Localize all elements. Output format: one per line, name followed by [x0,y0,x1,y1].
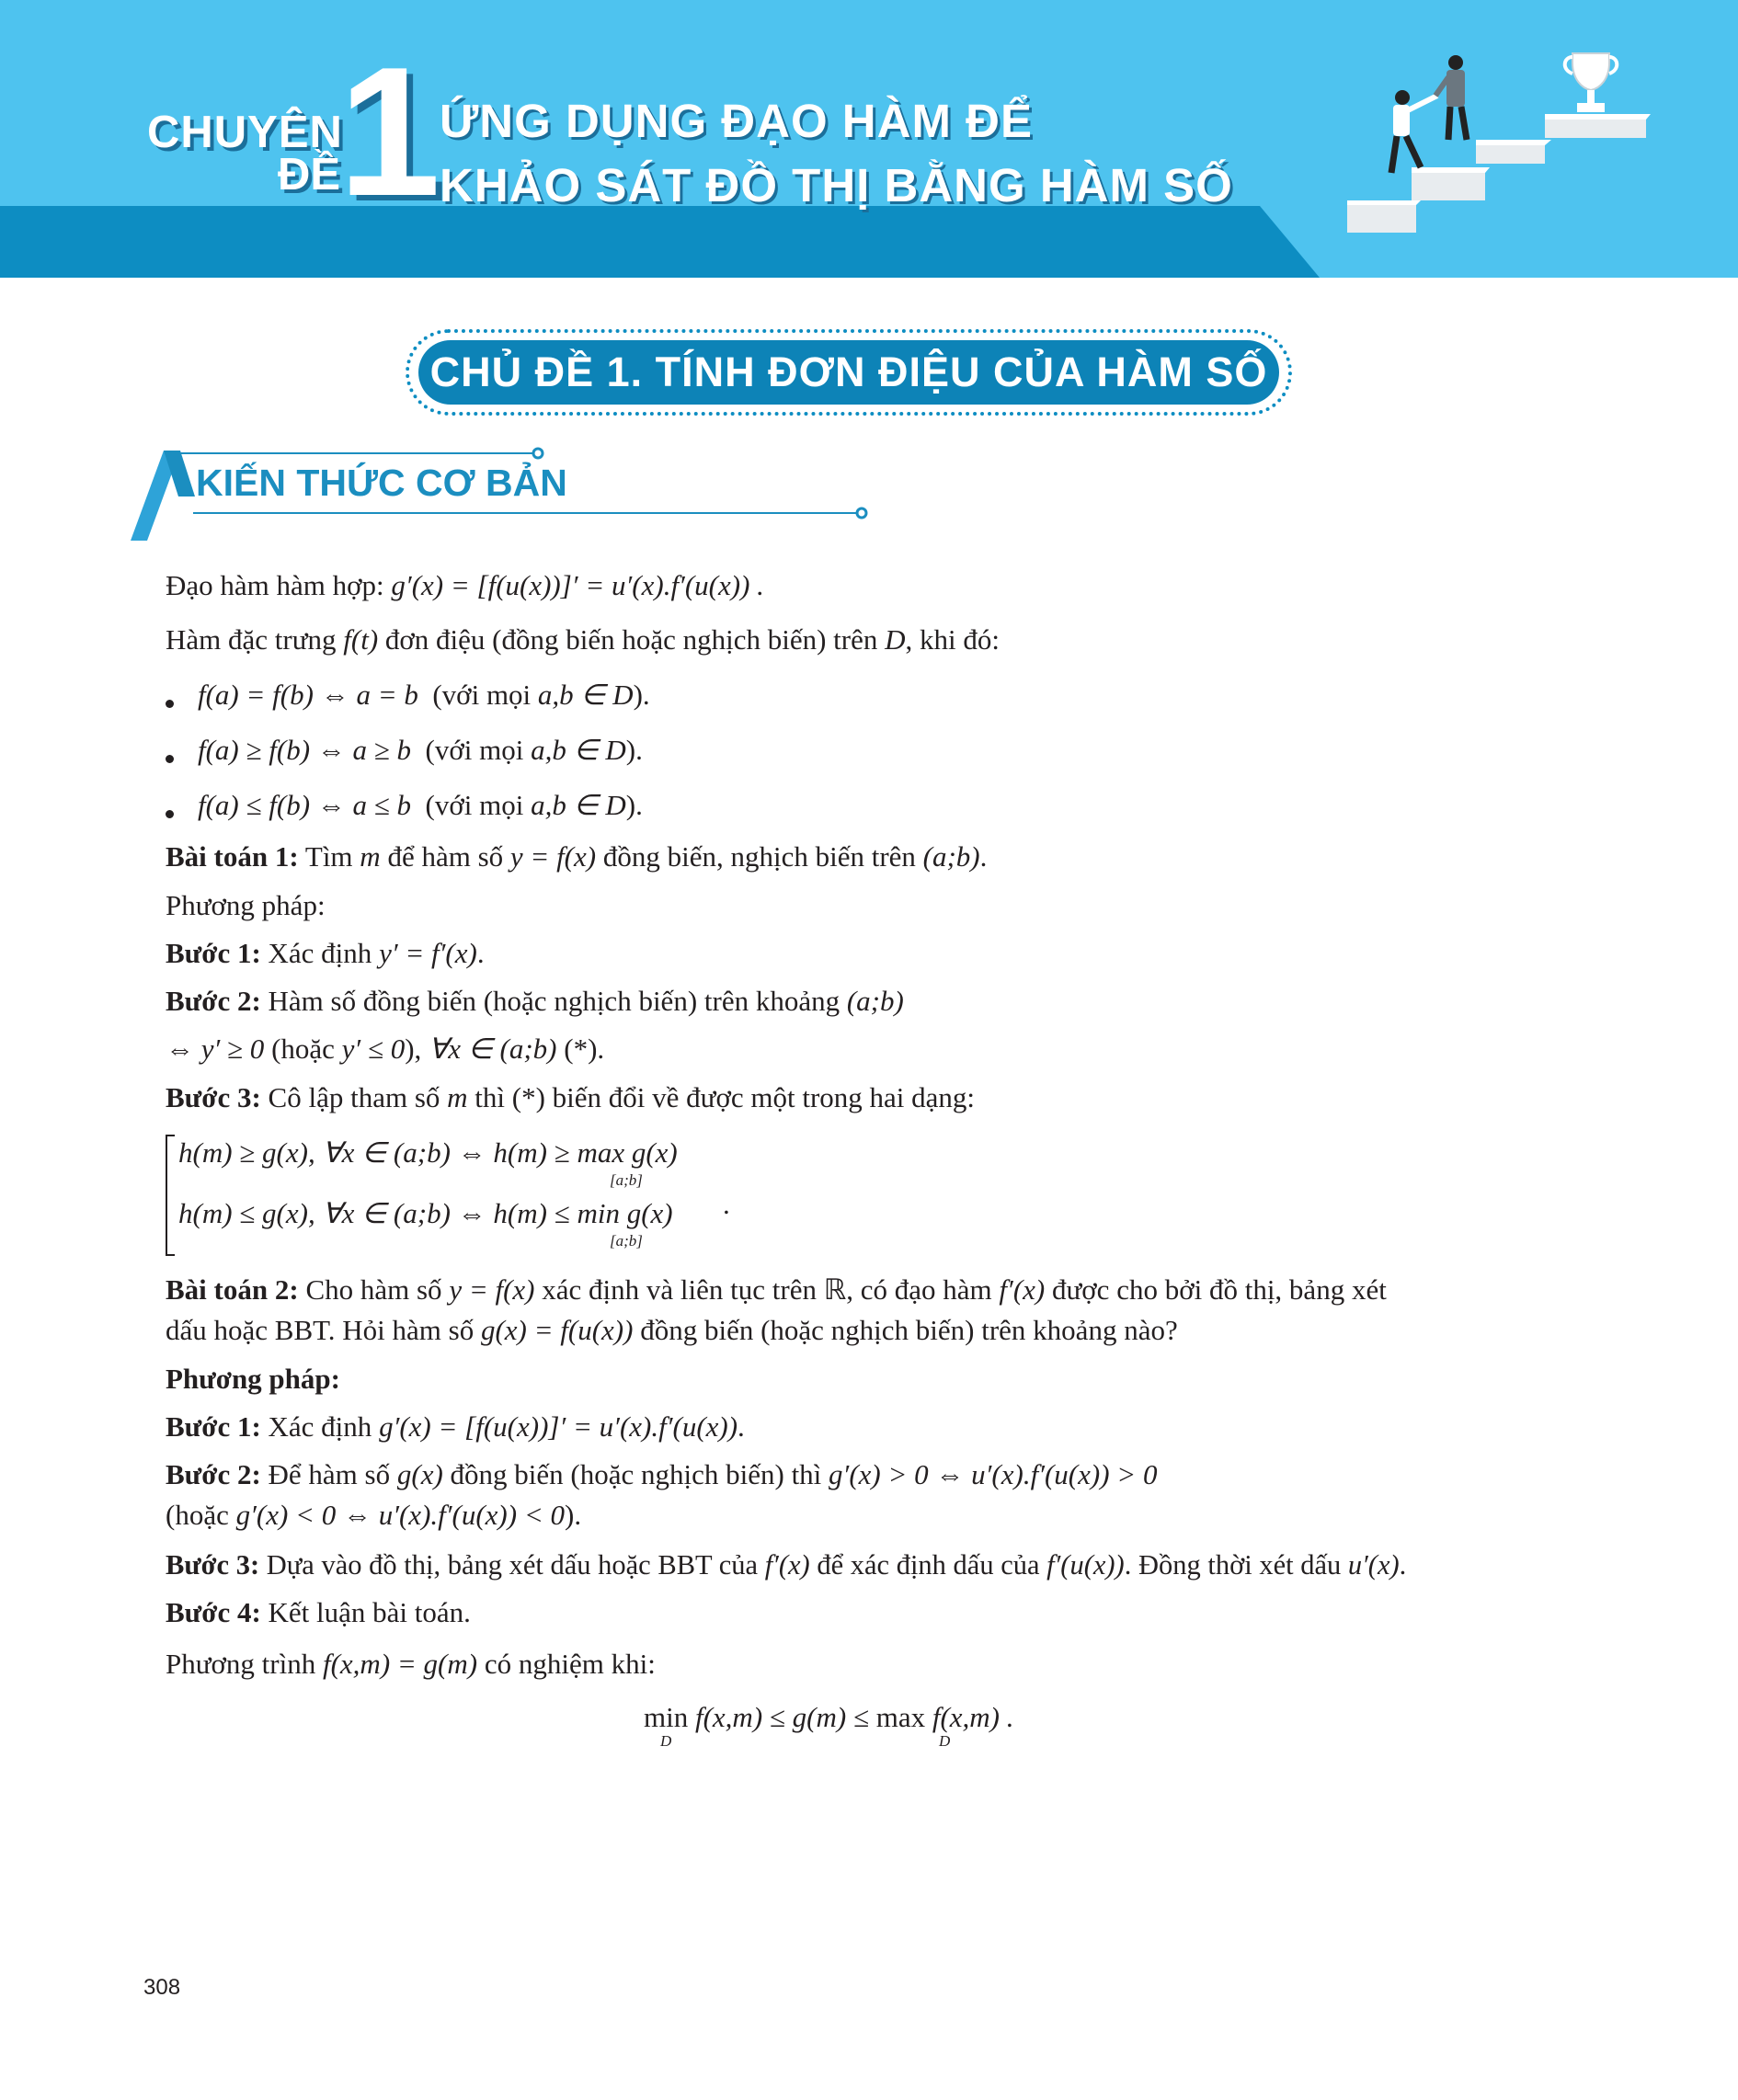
chapter-title-line1: ỨNG DỤNG ĐẠO HÀM ĐỂ [440,95,1033,147]
step-2b-cont: (hoặc g′(x) < 0 ⇔ u′(x).f′(u(x)) < 0). [166,1499,582,1531]
chapter-label: CHUYÊN [147,108,343,157]
system-row-2: h(m) ≤ g(x), ∀x ∈ (a;b) ⇔ h(m) ≤ min g(x) [178,1197,673,1229]
section-a-header [110,441,892,542]
bullet-dot [166,700,174,708]
step-2: Bước 2: Hàm số đồng biến (hoặc nghịch biến) trên khoảng (a;b) [166,985,904,1017]
text-line: Hàm đặc trưng f(t) đơn điệu (đồng biến hoặc nghịch biến) trên D, khi đó: [166,623,1000,656]
step-3b: Bước 3: Dựa vào đồ thị, bảng xét dấu hoặc BBT của f′(x) để xác định dấu của f′(u(x)). Đồng thời xét dấu u′(x). [166,1549,1407,1581]
inequality-system [166,1131,809,1255]
step-1b: Bước 1: Xác định g′(x) = [f(u(x))]′ = u′(x).f′(u(x)). [166,1410,745,1443]
max-subscript: [a;b] [610,1171,643,1189]
step-1: Bước 1: Xác định y′ = f′(x). [166,937,485,969]
chapter-title-line2: KHẢO SÁT ĐỒ THỊ BẰNG HÀM SỐ [440,159,1233,211]
step-4b: Bước 4: Kết luận bài toán. [166,1596,471,1628]
chapter-label-de: ĐỀ [278,150,341,200]
problem-1: Bài toán 1: Tìm m để hàm số y = f(x) đồng biến, nghịch biến trên (a;b). [166,840,988,873]
chapter-banner [0,0,1738,278]
step-2b: Bước 2: Để hàm số g(x) đồng biến (hoặc nghịch biến) thì g′(x) > 0 ⇔ u′(x).f′(u(x)) > 0 [166,1458,1158,1490]
list-item: f(a) = f(b) ⇔ a = b (với mọi a,b ∈ D). [198,679,650,711]
min-domain-subscript: D [660,1732,672,1750]
method-label: Phương pháp: [166,889,326,921]
bullet-dot [166,810,174,818]
section-a-label: KIẾN THỨC CƠ BẢN [196,462,567,504]
max-domain-subscript: D [939,1732,951,1750]
topic-title: CHỦ ĐỀ 1. TÍNH ĐƠN ĐIỆU CỦA HÀM SỐ [429,348,1268,395]
topic-pill-inner [418,340,1279,405]
system-row-1: h(m) ≥ g(x), ∀x ∈ (a;b) ⇔ h(m) ≥ max g(x) [178,1136,678,1169]
list-item: f(a) ≤ f(b) ⇔ a ≤ b (với mọi a,b ∈ D). [198,789,643,821]
final-inequality: min f(x,m) ≤ g(m) ≤ max f(x,m) . [644,1701,1014,1733]
method-label-2: Phương pháp: [166,1363,340,1395]
step-2-cont: ⇔ y′ ≥ 0 (hoặc y′ ≤ 0), ∀x ∈ (a;b) (*). [166,1033,605,1065]
system-end: . [723,1188,730,1220]
min-subscript: [a;b] [610,1232,643,1250]
problem-2-cont: dấu hoặc BBT. Hỏi hàm số g(x) = f(u(x)) đồng biến (hoặc nghịch biến) trên khoảng nào? [166,1314,1178,1346]
text-line: Đạo hàm hàm hợp: g′(x) = [f(u(x))]′ = u′(x).f′(u(x)) . [166,569,764,601]
step-3: Bước 3: Cô lập tham số m thì (*) biến đổi về được một trong hai dạng: [166,1081,976,1113]
stairs-trophy-illustration [1338,44,1669,246]
banner-dark-stripe [0,206,1320,278]
equation-condition: Phương trình f(x,m) = g(m) có nghiệm khi: [166,1648,656,1680]
bullet-dot [166,755,174,763]
topic-pill [406,329,1292,416]
system-bracket [166,1135,175,1256]
problem-2: Bài toán 2: Cho hàm số y = f(x) xác định và liên tục trên ℝ, có đạo hàm f′(x) được cho bởi đồ thị, bảng xét [166,1273,1387,1306]
page-number: 308 [143,1975,181,2000]
list-item: f(a) ≥ f(b) ⇔ a ≥ b (với mọi a,b ∈ D). [198,734,643,766]
chapter-number: 1 [338,29,441,234]
